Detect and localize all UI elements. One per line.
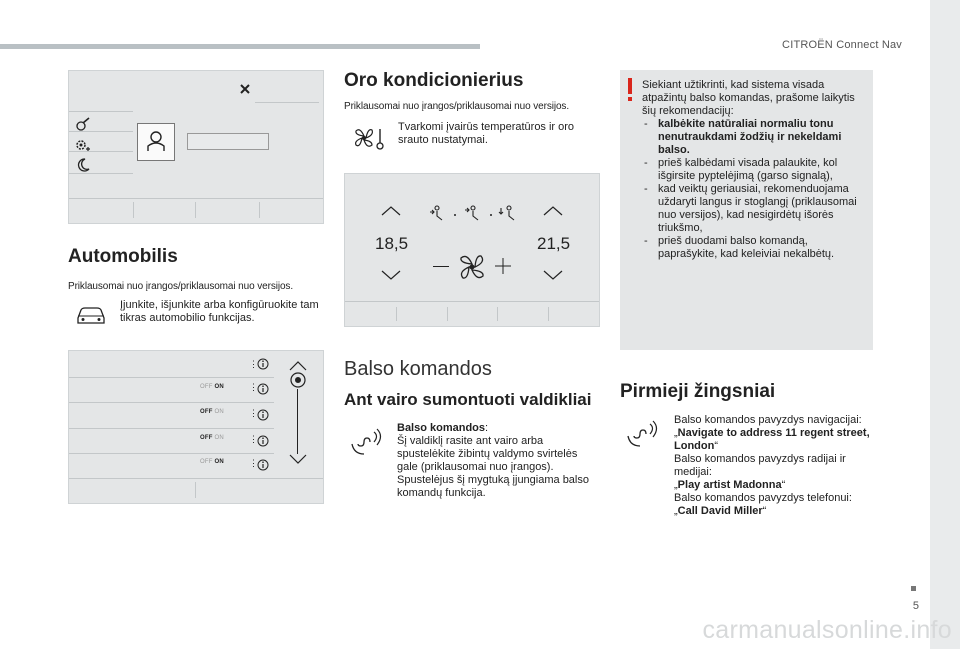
subsection-title-vairo: Ant vairo sumontuoti valdikliai	[344, 390, 592, 409]
warning-item: - kad veiktų geriausiai, rekomenduojama uždaryti langus ir stoglangį (priklausomai nuo versijos), kad nesigirdėtų išorės triukšmo,	[642, 183, 870, 235]
info-icon	[257, 409, 269, 421]
warning-item: - prieš duodami balso komandą, paprašykite, kad keleiviai nekalbėtų.	[642, 235, 870, 261]
toggle-row-2: OFF ON	[200, 409, 224, 415]
page-side-strip	[930, 0, 960, 649]
example-phone-command: „Call David Miller“	[674, 505, 767, 517]
temp-left-down-icon	[381, 270, 401, 280]
toggle-row-4: OFF ON	[200, 459, 224, 465]
warning-item: - prieš kalbėdami visada palaukite, kol išgirsite pyptelėjimą (garso signalą),	[642, 157, 870, 183]
close-icon	[239, 83, 251, 95]
availability-note: Priklausomai nuo įrangos/priklausomai nuo versijos.	[344, 101, 570, 112]
temp-left-up-icon	[381, 206, 401, 216]
scroll-down-icon	[289, 454, 307, 464]
info-icon	[257, 358, 269, 370]
fan-plus-icon	[495, 258, 511, 274]
fan-icon	[457, 252, 487, 282]
voice-command-icon	[348, 428, 384, 456]
fan-minus	[433, 266, 449, 267]
voice-command-icon	[624, 420, 660, 448]
temp-right-up-icon	[543, 206, 563, 216]
example-phone-label: Balso komandos pavyzdys telefonui:	[674, 492, 852, 504]
toggle-row-3: OFF ON	[200, 435, 224, 441]
header-rule	[0, 44, 480, 49]
balso-text-2: Spustelėjus šį mygtuką įjungiama balso komandų funkcija.	[397, 474, 589, 499]
airflow-mode-icons	[429, 204, 521, 222]
temp-right-value: 21,5	[537, 234, 571, 253]
page-number: 5	[912, 600, 919, 612]
section-title-automobilis: Automobilis	[68, 246, 178, 267]
info-icon	[257, 383, 269, 395]
section-title-balso: Balso komandos	[344, 358, 492, 380]
warning-list	[642, 118, 870, 261]
scroll-up-icon	[289, 361, 307, 371]
example-radio-label: Balso komandos pavyzdys radijai ir medijai:	[674, 453, 846, 478]
warning-icon	[628, 78, 632, 94]
climate-icon	[352, 125, 386, 151]
warning-item: - kalbėkite natūraliai normaliu tonu nenutraukdami žodžių ir nekeldami balso.	[642, 118, 870, 157]
car-icon	[74, 304, 108, 326]
warning-box	[620, 70, 873, 350]
warning-text	[642, 79, 870, 261]
temp-left-value: 18,5	[375, 234, 409, 253]
warning-intro: Siekiant užtikrinti, kad sistema visada atpažintų balso komandas, prašome laikytis šių rekomendacijų:	[642, 79, 855, 117]
watermark: carmanualsonline.info	[702, 616, 952, 644]
example-nav-command: „Navigate to address 11 regent street, London“	[674, 427, 870, 452]
balso-text-1: Šį valdiklį rasite ant vairo arba spustelėkite žibintų valdymo svirtelės gale (priklausomai nuo įrangos).	[397, 435, 578, 473]
profile-button	[137, 123, 175, 161]
pirmieji-examples	[674, 414, 874, 518]
info-icon	[257, 435, 269, 447]
example-radio-command: „Play artist Madonna“	[674, 479, 786, 491]
automobilis-description: Įjunkite, išjunkite arba konfigūruokite tam tikras automobilio funkcijas.	[120, 299, 319, 324]
page-marker	[911, 586, 916, 591]
section-title-pirmieji: Pirmieji žingsniai	[620, 381, 776, 402]
toggle-row-1: OFF ON	[200, 384, 224, 390]
brand-title: CITROËN Connect Nav	[782, 39, 902, 51]
name-field	[187, 133, 269, 150]
oro-description: Tvarkomi įvairūs temperatūros ir oro srauto nustatymai.	[398, 121, 575, 146]
info-icon	[257, 459, 269, 471]
example-nav-label: Balso komandos pavyzdys navigacijai:	[674, 414, 862, 426]
temp-right-down-icon	[543, 270, 563, 280]
availability-note: Priklausomai nuo įrangos/priklausomai nuo versijos.	[68, 281, 294, 292]
night-mode-icon	[75, 157, 91, 173]
settings-screen-illustration	[68, 70, 324, 224]
climate-screen-illustration	[344, 173, 600, 327]
balso-label: Balso komandos	[397, 422, 486, 434]
section-title-oro: Oro kondicionierius	[344, 70, 524, 91]
vehicle-functions-screen-illustration: ⋮ OFF ON ⋮ OFF ON ⋮ OFF ON ⋮ OFF ON ⋮	[68, 350, 324, 504]
scroll-position-icon	[290, 372, 306, 388]
balso-description: Balso komandos: Šį valdiklį rasite ant vairo arba spustelėkite žibintų valdymo svirtelės gale (priklausomai nuo įrangos). Spustelėjus šį mygtuką įjungiama balso komandų funkcija.	[397, 422, 589, 499]
